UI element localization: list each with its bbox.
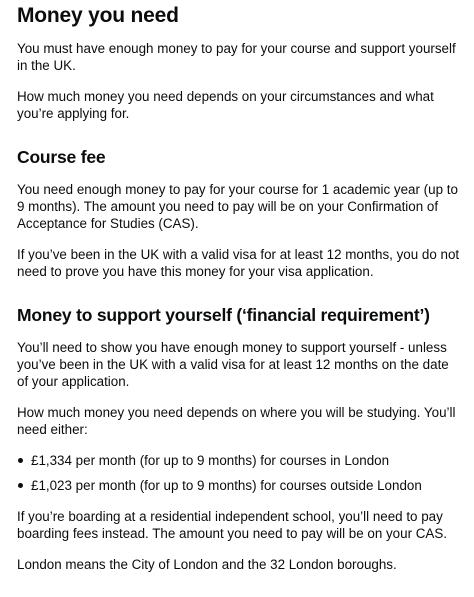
financial-requirement-paragraph-2: How much money you need depends on where you will be studying. You’ll need either:	[17, 405, 456, 437]
intro-paragraph-2: How much money you need depends on your circumstances and what you’re applying for.	[17, 89, 434, 121]
financial-requirement-paragraph-1: You’ll need to show you have enough money to support yourself - unless you’ve been in the UK with a valid visa for at least 12 months on the date of your application.	[17, 340, 449, 389]
list-item-text: £1,334 per month (for up to 9 months) for courses in London	[31, 453, 390, 468]
heading-money-you-need: Money you need	[17, 4, 179, 27]
boarding-paragraph: If you’re boarding at a residential independent school, you’ll need to pay boarding fees instead. The amount you need to pay will be on your CAS.	[17, 509, 448, 541]
list-item-text: £1,023 per month (for up to 9 months) for courses outside London	[31, 478, 422, 493]
list-item-london	[17, 452, 460, 469]
intro-paragraph-1: You must have enough money to pay for your course and support yourself in the UK.	[17, 41, 456, 73]
course-fee-paragraph-1: You need enough money to pay for your course for 1 academic year (up to 9 months). The amount you need to pay will be on your Confirmation of Acceptance for Studies (CAS).	[17, 182, 458, 231]
heading-course-fee: Course fee	[17, 147, 106, 167]
bullet-icon	[18, 483, 23, 488]
heading-financial-requirement: Money to support yourself (‘financial requirement’)	[17, 305, 430, 325]
funds-list	[17, 452, 460, 494]
course-fee-paragraph-2: If you’ve been in the UK with a valid visa for at least 12 months, you do not need to prove you have this money for your visa application.	[17, 247, 460, 279]
london-definition-paragraph: London means the City of London and the 32 London boroughs.	[17, 557, 397, 572]
bullet-icon	[18, 458, 23, 463]
list-item-outside-london	[17, 477, 460, 494]
